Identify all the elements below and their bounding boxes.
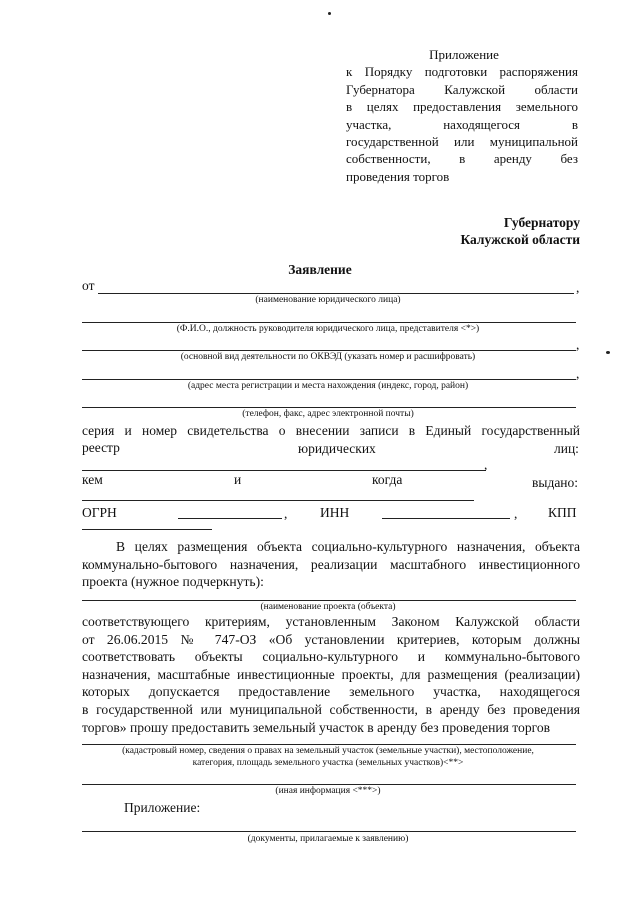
- registry-line: серия и номер свидетельства о внесении записи в Единый государственный: [82, 423, 580, 438]
- caption-head: (Ф.И.О., должность руководителя юридического лица, представителя <*>): [176, 324, 480, 334]
- project-name-field[interactable]: [82, 600, 576, 601]
- registry-field[interactable]: [82, 470, 486, 471]
- caption-org-name: (наименование юридического лица): [255, 295, 401, 305]
- caption-cadastral: (кадастровый номер, сведения о правах на земельный участок (земельные участки), местоположение,: [122, 746, 534, 756]
- from-label: от: [82, 278, 95, 293]
- document-title: Заявление: [288, 262, 352, 277]
- appendix-line: государственной или муниципальной: [346, 134, 578, 150]
- registry-persons: лиц:: [554, 441, 579, 456]
- issued-label: выдано:: [532, 475, 579, 490]
- purpose-line: коммунально-бытового назначения, реализации масштабного инвестиционного: [82, 556, 580, 572]
- caption-project: (наименование проекта (объекта): [260, 602, 396, 612]
- law-line: в государственной или муниципальной собственности, в аренду без проведения: [82, 701, 580, 717]
- ogrn-field[interactable]: [178, 518, 282, 519]
- caption-address: (адрес места регистрации и места нахождения (индекс, город, район): [187, 381, 469, 391]
- org-name-field[interactable]: [98, 293, 574, 294]
- appendix-line: проведения торгов: [346, 168, 450, 184]
- inn-field[interactable]: [382, 518, 510, 519]
- law-line: соответствующего критериям, установленным Законом Калужской области: [82, 614, 580, 629]
- registry-legal: юридических: [298, 441, 376, 456]
- caption-okved: (основной вид деятельности по ОКВЭД (указать номер и расшифровать): [180, 352, 476, 362]
- appendix-line: собственности, в аренду без: [346, 151, 578, 167]
- comma: ,: [576, 337, 580, 352]
- caption-other: (иная информация <***>): [275, 786, 381, 796]
- law-line: соответствовать объекты социально-культурного и коммунально-бытового: [82, 649, 580, 665]
- addressee-line: Калужской области: [460, 232, 580, 247]
- other-info-field[interactable]: [82, 784, 576, 785]
- registry-reestr: реестр: [82, 440, 120, 455]
- appendix-line: участка, находящегося в: [346, 116, 578, 132]
- kpp-label: КПП: [548, 505, 577, 520]
- contacts-field[interactable]: [82, 407, 576, 408]
- issued-when-label: когда: [372, 472, 403, 487]
- comma: ,: [514, 506, 518, 521]
- appendix-line: к Порядку подготовки распоряжения: [346, 64, 578, 80]
- issued-by-label: кем: [82, 472, 103, 487]
- caption-documents: (документы, прилагаемые к заявлению): [247, 834, 409, 844]
- ogrn-label: ОГРН: [82, 505, 117, 520]
- law-line: назначения, масштабные инвестиционные проекты, для размещения (реализации): [82, 666, 580, 682]
- addressee-line: Губернатору: [503, 215, 580, 230]
- issued-field[interactable]: [82, 500, 474, 501]
- comma: ,: [284, 506, 288, 521]
- law-line: от 26.06.2015 № 747-ОЗ «Об установлении критериев, которым должны: [82, 631, 580, 647]
- purpose-paragraph: [82, 538, 580, 591]
- appendix-line: Губернатора Калужской области: [346, 81, 578, 97]
- purpose-line: В целях размещения объекта социально-культурного назначения, объекта: [116, 539, 580, 554]
- address-field[interactable]: [82, 379, 576, 380]
- purpose-line: проекта (нужное подчеркнуть):: [82, 574, 264, 590]
- comma: ,: [484, 457, 488, 472]
- inn-label: ИНН: [320, 505, 350, 520]
- attachments-label: Приложение:: [124, 800, 201, 815]
- issued-and-label: и: [234, 472, 242, 487]
- law-paragraph: [82, 613, 580, 736]
- kpp-field[interactable]: [82, 529, 212, 530]
- addressee-block: [460, 214, 580, 248]
- caption-cadastral: категория, площадь земельного участка (земельных участков)<**>: [192, 758, 464, 768]
- documents-field[interactable]: [82, 831, 576, 832]
- law-line: которых допускается предоставление земельного участка, находящегося: [82, 684, 580, 700]
- okved-field[interactable]: [82, 350, 576, 351]
- appendix-header: [346, 46, 578, 185]
- appendix-title: Приложение: [429, 47, 499, 62]
- head-name-field[interactable]: [82, 322, 576, 323]
- comma: ,: [576, 366, 580, 381]
- cadastral-field[interactable]: [82, 744, 576, 745]
- scan-dot: [328, 12, 331, 15]
- scan-dot: [606, 351, 610, 354]
- caption-contacts: (телефон, факс, адрес электронной почты): [242, 409, 414, 419]
- appendix-line: в целях предоставления земельного: [346, 99, 578, 115]
- comma: ,: [576, 280, 580, 295]
- law-line: торгов» прошу предоставить земельный участок в аренду без проведения торгов: [82, 719, 551, 735]
